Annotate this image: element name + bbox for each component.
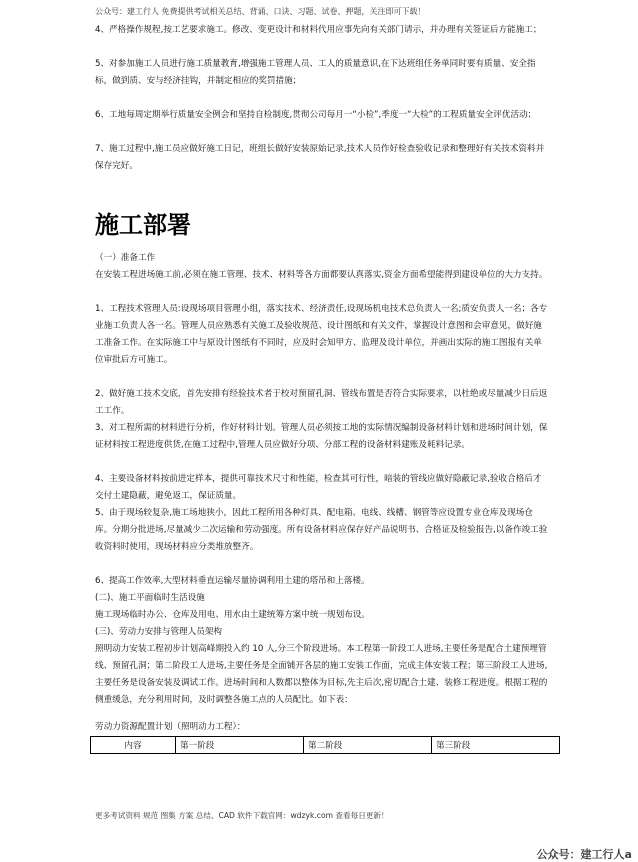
table-header-cell: 第三阶段 [432, 737, 560, 754]
paragraph-prep-item-3: 3、对工程所需的材料进行分析，作好材料计划。管理人员必须按工地的实际情况编制设备材料计划和进场时间计划，保证材料按工程进度供货,在施工过程中,管理人员应做好分项、分部工程的设备材料建账及耗料记录。 [95, 423, 548, 450]
footer-note: 更多考试资料 规范 图集 方案 总结、CAD 软件下载官网：wdzyk.com 查看每日更新！ [95, 811, 389, 820]
paragraph-temporary-facilities: 施工现场临时办公、仓库及用电、用水由土建统筹方案中统一规划布设。 [95, 610, 371, 620]
paragraph-item-6: 6、工地每周定期举行质量安全例会和坚持自检制度,贯彻公司每月一“小检”,季度一“大检”的工程质量安全评优活动； [95, 110, 537, 120]
table-header-cell: 第二阶段 [304, 737, 432, 754]
paragraph-labor-arrangement: 照明动力安装工程初步计划高峰期投入约 10 人,分三个阶段进场。本工程第一阶段工人进场,主要任务是配合土建预埋管线、预留孔洞；第二阶段工人进场,主要任务是全面铺开各层的施工安装工作面，完成主体安装工程；第三阶段工人进场,主要任务是设备安装及调试工作。进场时间和人数都以整体为目标,先主后次,密切配合土建、装修工程进度。根据工程的侧重缓急，充分利用时间，及时调整各施工点的人员配比。如下表： [95, 644, 548, 705]
table-caption: 劳动力资源配置计划（照明动力工程）： [95, 722, 246, 732]
paragraph-prep-item-1: 1、工程技术管理人员:设现场项目管理小组，落实技术、经济责任,设现场机电技术总负责人一名;质安负责人一名；各专业施工负责人各一名。管理人员应熟悉有关施工及验收规范、设计图纸和有关文件，掌握设计意图和会审意见，做好施工准备工作。在实际施工中与原设计图纸有不同时，应及时会知甲方、监理及设计单位，并画出实际的施工图报有关单位审批后方可施工。 [95, 304, 548, 365]
paragraph-item-7: 7、施工过程中,施工员应做好施工日记，班组长做好安装原始记录,技术人员作好检查验收记录和整理好有关技术资料并保存完好。 [95, 144, 545, 171]
labor-resource-table [90, 736, 560, 754]
subheading-labor-arrangement: (三)、劳动力安排与管理人员架构 [95, 627, 223, 637]
table-header-row [91, 737, 560, 754]
paragraph-prep-item-6: 6、提高工作效率,大型材料垂直运输尽量协调利用土建的塔吊和上落楼。 [95, 576, 370, 586]
header-note: 公众号：建工行人 免费提供考试相关总结、背诵、口诀、习题、试卷、押题，关注即可下载！ [95, 7, 426, 16]
paragraph-prep-item-4: 4、主要设备材料按前进定样本，提供可靠技术尺寸和性能，检查其可行性，暗装的管线应做好隐蔽记录,验收合格后才交付土建隐蔽，避免返工，保证质量。 [95, 474, 542, 501]
table-header-cell: 第一阶段 [176, 737, 304, 754]
subheading-preparation: （一）准备工作 [95, 253, 156, 263]
paragraph-prep-item-2: 2、做好施工技术交底，首先安排有经验技术者于校对预留孔洞、管线布置是否符合实际要求，以杜绝或尽量减少日后返工工作。 [95, 389, 548, 416]
paragraph-item-4: 4、严格操作规程,按工艺要求施工。修改、变更设计和材料代用应事先向有关部门请示，并办理有关签证后方能施工； [95, 25, 542, 35]
section-title: 施工部署 [95, 210, 191, 239]
table-header-cell: 内容 [91, 737, 176, 754]
paragraph-preparation-intro: 在安装工程进场施工前,必须在施工管理、技术、材料等各方面都要认真落实,资金方面希望能得到建设单位的大力支持。 [95, 270, 548, 280]
watermark: 公众号：建工行人a [536, 848, 632, 861]
paragraph-item-5: 5、对参加施工人员进行施工质量教育,增强施工管理人员、工人的质量意识,在下达班组任务单同时要有质量、安全指标，做到质、安与经济挂钩，并制定相应的奖罚措施； [95, 59, 536, 86]
subheading-temporary-facilities: (二)、施工平面临时生活设施 [95, 593, 205, 603]
paragraph-prep-item-5: 5、由于现场较复杂,施工场地狭小，因此工程所用各种灯具、配电箱、电线、线槽、钢管等应设置专业仓库及现场仓库。分期分批进场,尽量减少二次运输和劳动强度。所有设备材料应保存好产品说明书、合格证及检验报告,以备作竣工验收资料时使用，现场材料应分类堆放整齐。 [95, 508, 548, 552]
